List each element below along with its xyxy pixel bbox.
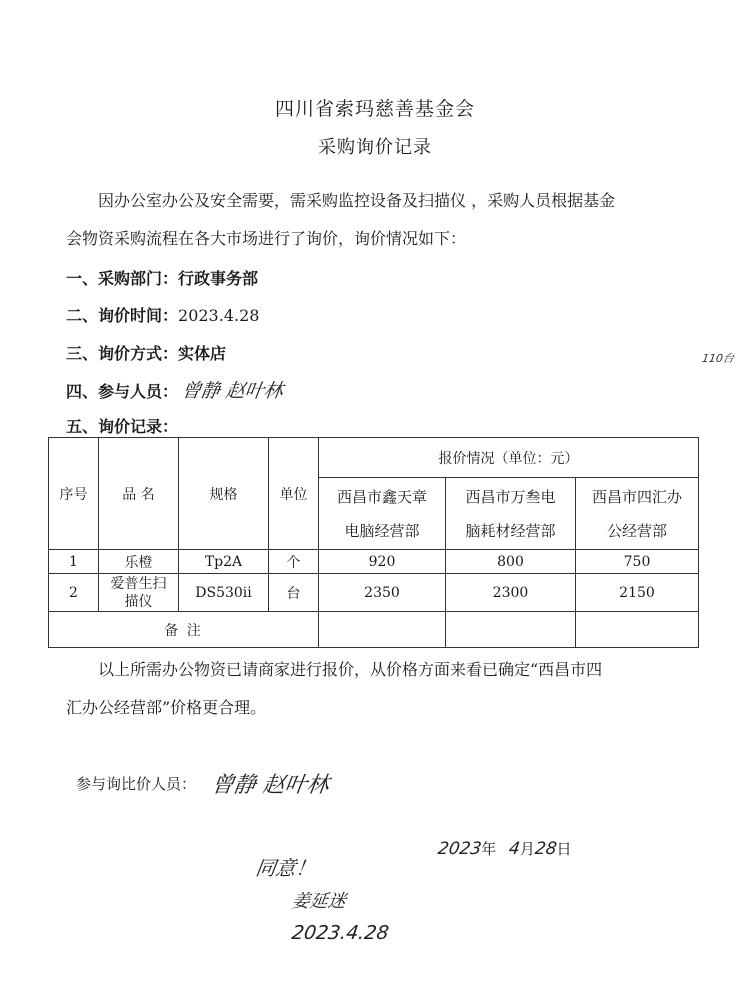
header-no: 序号 bbox=[49, 438, 99, 550]
doc-title: 采购询价记录 bbox=[318, 137, 432, 158]
item-people bbox=[66, 376, 283, 403]
date-month-hand: 4 bbox=[507, 839, 522, 859]
row-2-price-1: 2350 bbox=[319, 574, 446, 612]
approve-signature: 姜延迷 bbox=[290, 891, 348, 912]
document-date bbox=[438, 838, 572, 859]
quote-table bbox=[48, 437, 699, 648]
date-day-char: 日 bbox=[556, 840, 572, 858]
vendor-2-line1: 西昌市万叁电 bbox=[465, 487, 556, 506]
row-1-unit: 个 bbox=[269, 550, 319, 574]
row-1-no: 1 bbox=[49, 550, 99, 574]
row-2-no: 2 bbox=[49, 574, 99, 612]
table-remark-row bbox=[49, 612, 699, 648]
intro-line-2: 会物资采购流程在各大市场进行了询价，询价情况如下： bbox=[66, 229, 467, 248]
vendor-1-line2: 电脑经营部 bbox=[344, 521, 420, 540]
row-2-price-3: 2150 bbox=[576, 574, 699, 612]
vendor-2-line2: 脑耗材经营部 bbox=[465, 521, 556, 540]
item-method-value: 实体店 bbox=[178, 344, 227, 363]
row-2-unit: 台 bbox=[269, 574, 319, 612]
item-time-label: 二、询价时间： bbox=[66, 306, 179, 325]
header-spec: 规格 bbox=[179, 438, 269, 550]
intro-line-1: 因办公室办公及安全需要，需采购监控设备及扫描仪 ，采购人员根据基金 bbox=[98, 191, 616, 210]
item-people-signature: 曾静 赵叶林 bbox=[180, 380, 285, 402]
vendor-3-line2: 公经营部 bbox=[606, 521, 667, 540]
table-header-row-1 bbox=[49, 438, 699, 478]
header-unit: 单位 bbox=[269, 438, 319, 550]
conclusion-line-1: 以上所需办公物资已请商家进行报价，从价格方面来看已确定“西昌市四 bbox=[98, 660, 603, 679]
approve-note: 同意！ bbox=[254, 856, 318, 880]
item-dept-label: 一、采购部门： bbox=[66, 269, 179, 288]
item-record-label: 五、询价记录： bbox=[66, 417, 179, 436]
row-2-name: 爱普生扫描仪 bbox=[99, 574, 179, 612]
item-dept bbox=[66, 266, 258, 289]
row-1-spec: Tp2A bbox=[179, 550, 269, 574]
conclusion-line-2: 汇办公经营部”价格更合理。 bbox=[66, 698, 267, 717]
row-1-price-2: 800 bbox=[446, 550, 576, 574]
remark-label: 备 注 bbox=[49, 612, 319, 648]
margin-note: 110台 bbox=[701, 352, 735, 365]
vendor-1 bbox=[319, 478, 446, 550]
date-year-char: 年 bbox=[481, 840, 497, 858]
item-dept-value: 行政事务部 bbox=[178, 269, 259, 288]
vendor-2 bbox=[446, 478, 576, 550]
table-row bbox=[49, 574, 699, 612]
header-quote: 报价情况（单位：元） bbox=[319, 438, 699, 478]
row-2-spec: DS530ii bbox=[179, 574, 269, 612]
item-time-value: 2023.4.28 bbox=[178, 306, 260, 325]
table-row bbox=[49, 550, 699, 574]
row-2-price-2: 2300 bbox=[446, 574, 576, 612]
item-method bbox=[66, 341, 226, 364]
item-record bbox=[66, 414, 178, 437]
item-method-label: 三、询价方式： bbox=[66, 344, 179, 363]
sign-names-signature: 曾静 赵叶林 bbox=[209, 773, 331, 798]
date-year-hand: 2023 bbox=[436, 839, 483, 859]
org-title: 四川省索玛慈善基金会 bbox=[274, 98, 475, 120]
row-1-price-1: 920 bbox=[319, 550, 446, 574]
remark-cell-2 bbox=[446, 612, 576, 648]
item-people-label: 四、参与人员： bbox=[66, 382, 179, 401]
item-time bbox=[66, 303, 259, 326]
row-1-name: 乐橙 bbox=[99, 550, 179, 574]
vendor-3 bbox=[576, 478, 699, 550]
sign-label: 参与询比价人员： bbox=[76, 775, 197, 793]
header-name: 品 名 bbox=[99, 438, 179, 550]
vendor-1-line1: 西昌市鑫天章 bbox=[336, 487, 427, 506]
remark-cell-1 bbox=[319, 612, 446, 648]
approve-date: 2023.4.28 bbox=[290, 922, 391, 944]
vendor-3-line1: 西昌市四汇办 bbox=[591, 487, 682, 506]
remark-cell-3 bbox=[576, 612, 699, 648]
date-day-hand: 28 bbox=[533, 839, 558, 859]
date-month-char: 月 bbox=[519, 840, 535, 858]
row-1-price-3: 750 bbox=[576, 550, 699, 574]
